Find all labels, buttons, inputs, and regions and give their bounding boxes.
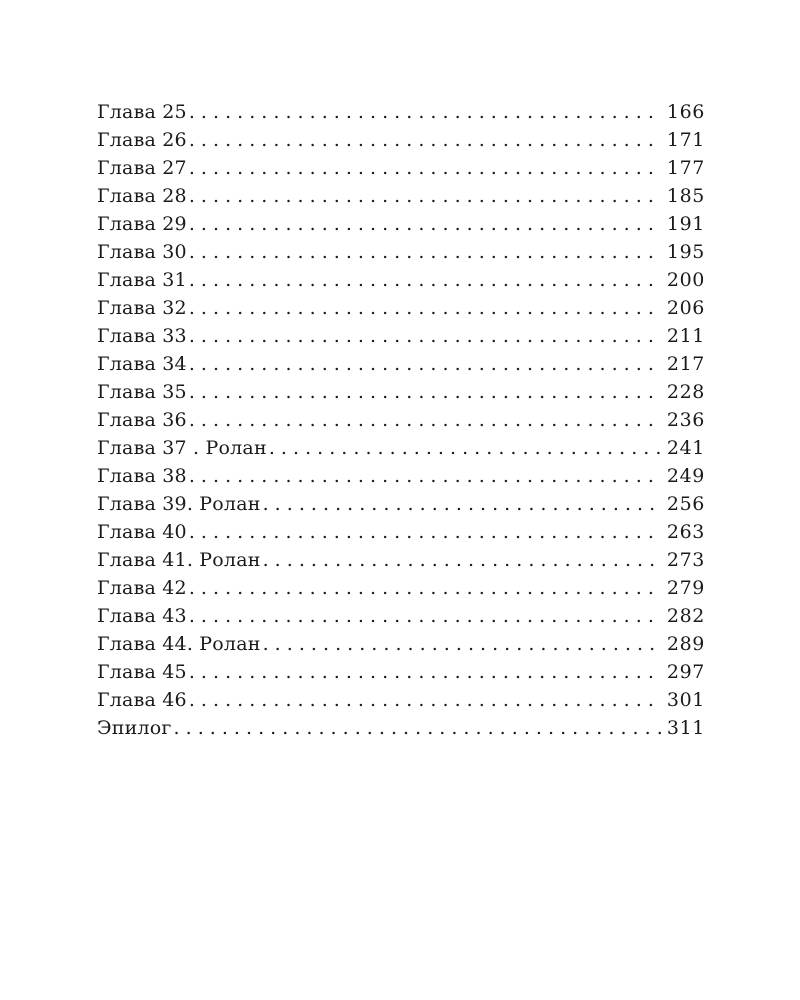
toc-entry-page: 263 [666, 521, 705, 543]
toc-dot-leader [189, 294, 661, 322]
toc-entry-page: 311 [666, 717, 705, 739]
toc-dot-leader [189, 98, 661, 126]
toc-dot-leader [189, 462, 661, 490]
toc-entry-page: 282 [666, 605, 705, 627]
toc-entry [97, 686, 705, 714]
toc-entry-page: 195 [666, 241, 705, 263]
toc-entry [97, 434, 705, 462]
toc-dot-leader [189, 182, 661, 210]
toc-dot-leader [189, 658, 661, 686]
toc-entry-title: Глава 25 [97, 101, 187, 123]
toc-entry [97, 154, 705, 182]
toc-entry-title: Глава 36 [97, 409, 187, 431]
toc-dot-leader [189, 350, 661, 378]
toc-entry-page: 273 [666, 549, 705, 571]
toc-dot-leader [189, 518, 661, 546]
toc-dot-leader [189, 266, 661, 294]
toc-entry [97, 406, 705, 434]
toc-entry-page: 206 [666, 297, 705, 319]
toc-entry-page: 297 [666, 661, 705, 683]
toc-entry-page: 211 [666, 325, 705, 347]
toc-entry-page: 256 [666, 493, 705, 515]
toc-entry [97, 602, 705, 630]
toc-entry [97, 546, 705, 574]
toc-entry [97, 350, 705, 378]
toc-entry-title: Глава 35 [97, 381, 187, 403]
toc-entry-title: Глава 43 [97, 605, 187, 627]
toc-entry-page: 249 [666, 465, 705, 487]
toc-dot-leader [189, 210, 661, 238]
toc-entry-page: 279 [666, 577, 705, 599]
toc-entry-title: Глава 39. Ролан [97, 493, 261, 515]
toc-entry-title: Глава 31 [97, 269, 187, 291]
toc-dot-leader [189, 406, 661, 434]
toc-dot-leader [189, 686, 661, 714]
toc-entry-page: 228 [666, 381, 705, 403]
toc-entry [97, 574, 705, 602]
toc-entry-page: 301 [666, 689, 705, 711]
toc-dot-leader [189, 238, 661, 266]
toc-entry [97, 238, 705, 266]
toc-dot-leader [189, 574, 661, 602]
toc-entry-title: Глава 38 [97, 465, 187, 487]
toc-entry-title: Глава 28 [97, 185, 187, 207]
toc-entry-page: 177 [666, 157, 705, 179]
toc-entry-title: Глава 33 [97, 325, 187, 347]
toc-entry [97, 658, 705, 686]
toc-entry-title: Глава 26 [97, 129, 187, 151]
toc-entry-title: Глава 27 [97, 157, 187, 179]
toc-dot-leader [269, 434, 661, 462]
toc-dot-leader [189, 322, 661, 350]
toc-dot-leader [189, 154, 661, 182]
toc-entry [97, 182, 705, 210]
toc-entry-page: 166 [666, 101, 705, 123]
toc-entry [97, 714, 705, 742]
toc-entry-title: Глава 34 [97, 353, 187, 375]
toc-entry [97, 630, 705, 658]
toc-entry-page: 217 [666, 353, 705, 375]
toc-dot-leader [174, 714, 661, 742]
toc-entry [97, 210, 705, 238]
toc-dot-leader [263, 490, 661, 518]
toc-entry-page: 200 [666, 269, 705, 291]
toc-entry-page: 241 [666, 437, 705, 459]
toc-entry [97, 294, 705, 322]
toc-entry [97, 378, 705, 406]
toc-entry-title: Глава 40 [97, 521, 187, 543]
toc-dot-leader [189, 378, 661, 406]
toc-entry-title: Глава 42 [97, 577, 187, 599]
toc-entry [97, 462, 705, 490]
toc-entry-title: Глава 46 [97, 689, 187, 711]
table-of-contents [97, 98, 705, 742]
toc-entry-page: 191 [666, 213, 705, 235]
toc-entry [97, 490, 705, 518]
toc-entry [97, 322, 705, 350]
toc-dot-leader [189, 126, 661, 154]
toc-entry-title: Глава 32 [97, 297, 187, 319]
toc-entry-title: Глава 29 [97, 213, 187, 235]
toc-entry-title: Глава 44. Ролан [97, 633, 261, 655]
toc-entry [97, 518, 705, 546]
toc-dot-leader [189, 602, 661, 630]
toc-entry [97, 266, 705, 294]
toc-entry [97, 98, 705, 126]
toc-entry-page: 236 [666, 409, 705, 431]
toc-entry-page: 185 [666, 185, 705, 207]
toc-entry-page: 171 [666, 129, 705, 151]
toc-entry-title: Глава 37 . Ролан [97, 437, 267, 459]
toc-entry-page: 289 [666, 633, 705, 655]
toc-entry-title: Глава 45 [97, 661, 187, 683]
toc-dot-leader [263, 546, 661, 574]
toc-entry-title: Глава 41. Ролан [97, 549, 261, 571]
toc-entry-title: Эпилог [97, 717, 172, 739]
toc-entry-title: Глава 30 [97, 241, 187, 263]
toc-dot-leader [263, 630, 661, 658]
toc-entry [97, 126, 705, 154]
